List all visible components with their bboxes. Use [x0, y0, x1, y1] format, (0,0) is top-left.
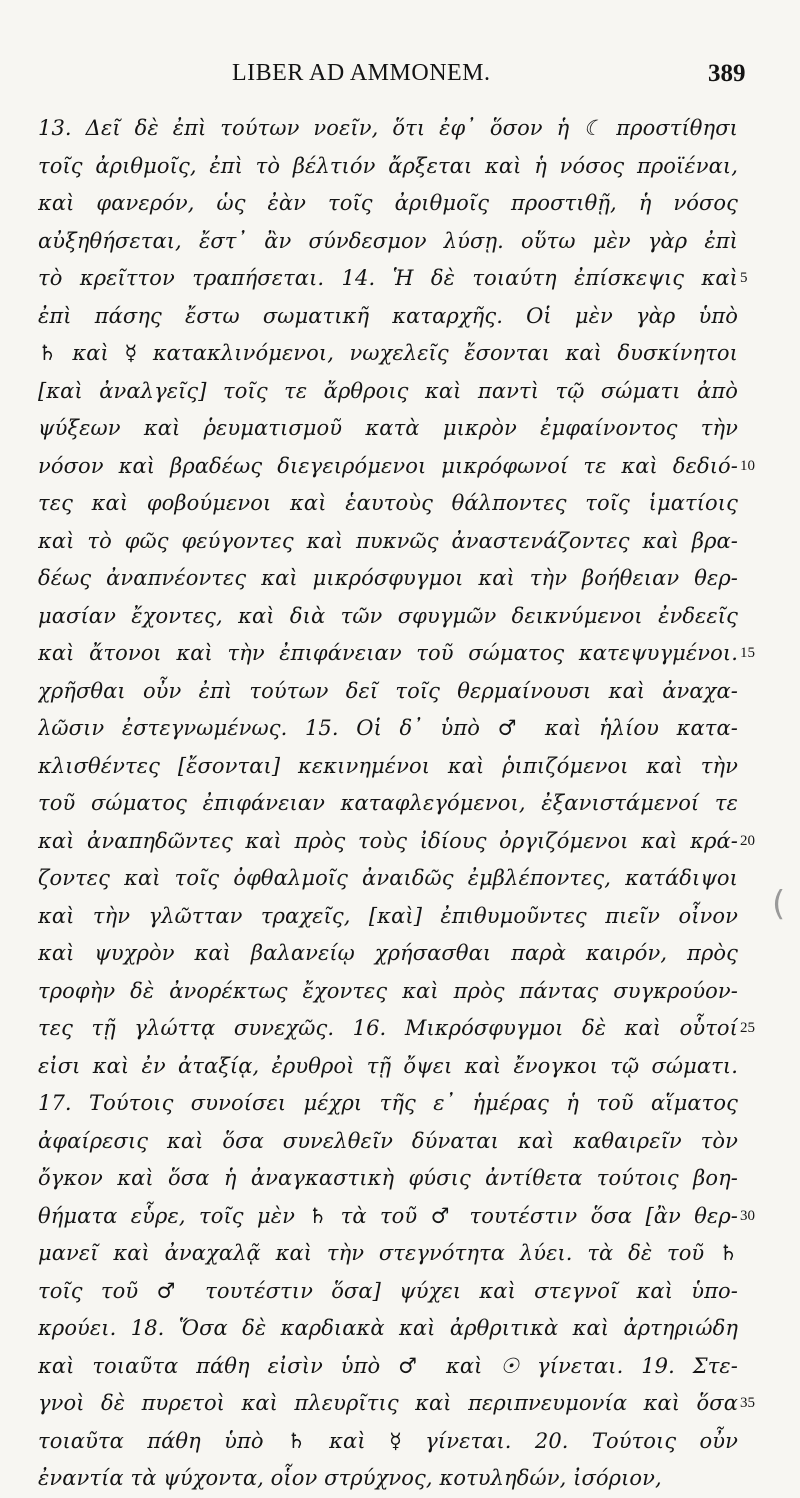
- text-line: ἀφαίρεσις καὶ ὅσα συνελθεῖν δύναται καὶ καθαιρεῖν τὸν: [38, 1128, 738, 1153]
- text-line: τροφὴν δὲ ἀνορέκτως ἔχοντες καὶ πρὸς πάντας συγκρούον-: [38, 978, 738, 1003]
- text-line: ὄγκον καὶ ὅσα ἡ ἀναγκαστικὴ φύσις ἀντίθετα τούτοις βοη-: [38, 1166, 738, 1190]
- text-line: καὶ τοιαῦτα πάθη εἰσὶν ὑπὸ ♂ καὶ ☉ γίνεται. 19. Στε-: [38, 1353, 738, 1378]
- running-head: [0, 60, 800, 100]
- text-line: ψύξεων καὶ ῥευματισμοῦ κατὰ μικρὸν ἐμφαίνοντος τὴν: [38, 416, 738, 440]
- text-line: δέως ἀναπνέοντες καὶ μικρόσφυγμοι καὶ τὴν βοήθειαν θερ-: [38, 566, 738, 590]
- text-line: 13. Δεῖ δὲ ἐπὶ τούτων νοεῖν, ὅτι ἐφ᾽ ὅσον ἡ ☾ προστίθησι: [38, 116, 738, 140]
- text-line: θήματα εὗρε, τοῖς μὲν ♄ τὰ τοῦ ♂ τουτέστιν ὅσα [ἂν θερ-: [38, 1203, 738, 1228]
- text-line: τες καὶ φοβούμενοι καὶ ἑαυτοὺς θάλποντες τοῖς ἱματίοις: [38, 491, 738, 515]
- text-line: ἐπὶ πάσης ἔστω σωματικῆ καταρχῆς. Οἱ μὲν γὰρ ὑπὸ: [38, 303, 738, 328]
- text-line: καὶ ἄτονοι καὶ τὴν ἐπιφάνειαν τοῦ σώματος κατεψυγμένοι.: [38, 641, 738, 665]
- text-line: καὶ τὸ φῶς φεύγοντες καὶ πυκνῶς ἀναστενάζοντες καὶ βρα-: [38, 528, 738, 553]
- line-number: 10: [740, 457, 755, 474]
- line-number: 25: [740, 1020, 755, 1036]
- text-line: μανεῖ καὶ ἀναχαλᾷ καὶ τὴν στεγνότητα λύει. τὰ δὲ τοῦ ♄: [38, 1241, 738, 1265]
- text-line: τὸ κρεῖττον τραπήσεται. 14. Ἡ δὲ τοιαύτη ἐπίσκεψις καὶ: [38, 266, 738, 290]
- text-line: νόσον καὶ βραδέως διεγειρόμενοι μικρόφωνοί τε καὶ δεδιό-: [38, 453, 738, 478]
- text-line: 17. Τούτοις συνοίσει μέχρι τῆς ε᾽ ἡμέρας ἡ τοῦ αἵματος: [38, 1091, 738, 1115]
- text-line: κρούει. 18. Ὅσα δὲ καρδιακὰ καὶ ἀρθριτικὰ καὶ ἀρτηριώδη: [38, 1316, 738, 1340]
- text-line: κλισθέντες [ἔσονται] κεκινημένοι καὶ ῥιπιζόμενοι καὶ τὴν: [38, 753, 738, 778]
- line-number: 20: [740, 832, 755, 849]
- text-line: καὶ ἀναπηδῶντες καὶ πρὸς τοὺς ἰδίους ὀργιζόμενοι καὶ κρά-: [38, 828, 738, 853]
- text-line: χρῆσθαι οὖν ἐπὶ τούτων δεῖ τοῖς θερμαίνουσι καὶ ἀναχα-: [38, 678, 738, 703]
- text-line: τοιαῦτα πάθη ὑπὸ ♄ καὶ ☿ γίνεται. 20. Τούτοις οὖν: [38, 1428, 738, 1453]
- text-line: γνοὶ δὲ πυρετοὶ καὶ πλευρῖτις καὶ περιπνευμονία καὶ ὅσα: [38, 1391, 738, 1415]
- text-line: τες τῇ γλώττᾳ συνεχῶς. 16. Μικρόσφυγμοι δὲ καὶ οὗτοί: [38, 1016, 738, 1040]
- text-block: [38, 110, 738, 1498]
- line-number: 35: [740, 1395, 755, 1411]
- page-number: 389: [708, 60, 746, 87]
- text-line: καὶ ψυχρὸν καὶ βαλανείῳ χρήσασθαι παρὰ καιρόν, πρὸς: [38, 941, 738, 965]
- text-line: τοῦ σώματος ἐπιφάνειαν καταφλεγόμενοι, ἐξανιστάμενοί τε: [38, 791, 738, 815]
- text-line: ♄ καὶ ☿ κατακλινόμενοι, νωχελεῖς ἔσονται καὶ δυσκίνητοι: [38, 341, 738, 365]
- text-line: καὶ τὴν γλῶτταν τραχεῖς, [καὶ] ἐπιθυμοῦντες πιεῖν οἶνον: [38, 903, 738, 928]
- line-number: 15: [740, 645, 755, 661]
- text-line: λῶσιν ἐστεγνωμένως. 15. Οἱ δ᾽ ὑπὸ ♂ καὶ ἡλίου κατα-: [38, 716, 738, 740]
- text-line: μασίαν ἔχοντες, καὶ διὰ τῶν σφυγμῶν δεικνύμενοι ἐνδεεῖς: [38, 603, 738, 628]
- text-line: καὶ φανερόν, ὡς ἐὰν τοῖς ἀριθμοῖς προστιθῇ, ἡ νόσος: [38, 191, 738, 215]
- text-line: ζοντες καὶ τοῖς ὀφθαλμοῖς ἀναιδῶς ἐμβλέποντες, κατάδιψοι: [38, 866, 738, 890]
- margin-mark: (: [772, 884, 786, 924]
- text-line: [καὶ ἀναλγεῖς] τοῖς τε ἄρθροις καὶ παντὶ τῷ σώματι ἀπὸ: [38, 378, 738, 403]
- line-number: 5: [740, 270, 748, 286]
- text-line: εἰσι καὶ ἐν ἀταξίᾳ, ἐρυθροὶ τῇ ὄψει καὶ ἔνογκοι τῷ σώματι.: [38, 1053, 738, 1078]
- text-line: αὐξηθήσεται, ἔστ᾽ ἂν σύνδεσμον λύσῃ. οὕτω μὲν γὰρ ἐπὶ: [38, 228, 738, 253]
- running-title: LIBER AD AMMONEM.: [232, 60, 491, 86]
- line-number: 30: [740, 1207, 755, 1224]
- text-line: ἐναντία τὰ ψύχοντα, οἷον στρύχνος, κοτυληδών, ἰσόριον,: [38, 1466, 662, 1490]
- text-line: τοῖς τοῦ ♂ τουτέστιν ὅσα] ψύχει καὶ στεγνοῖ καὶ ὑπο-: [38, 1278, 738, 1303]
- text-line: τοῖς ἀριθμοῖς, ἐπὶ τὸ βέλτιόν ἄρξεται καὶ ἡ νόσος προϊέναι,: [38, 153, 738, 178]
